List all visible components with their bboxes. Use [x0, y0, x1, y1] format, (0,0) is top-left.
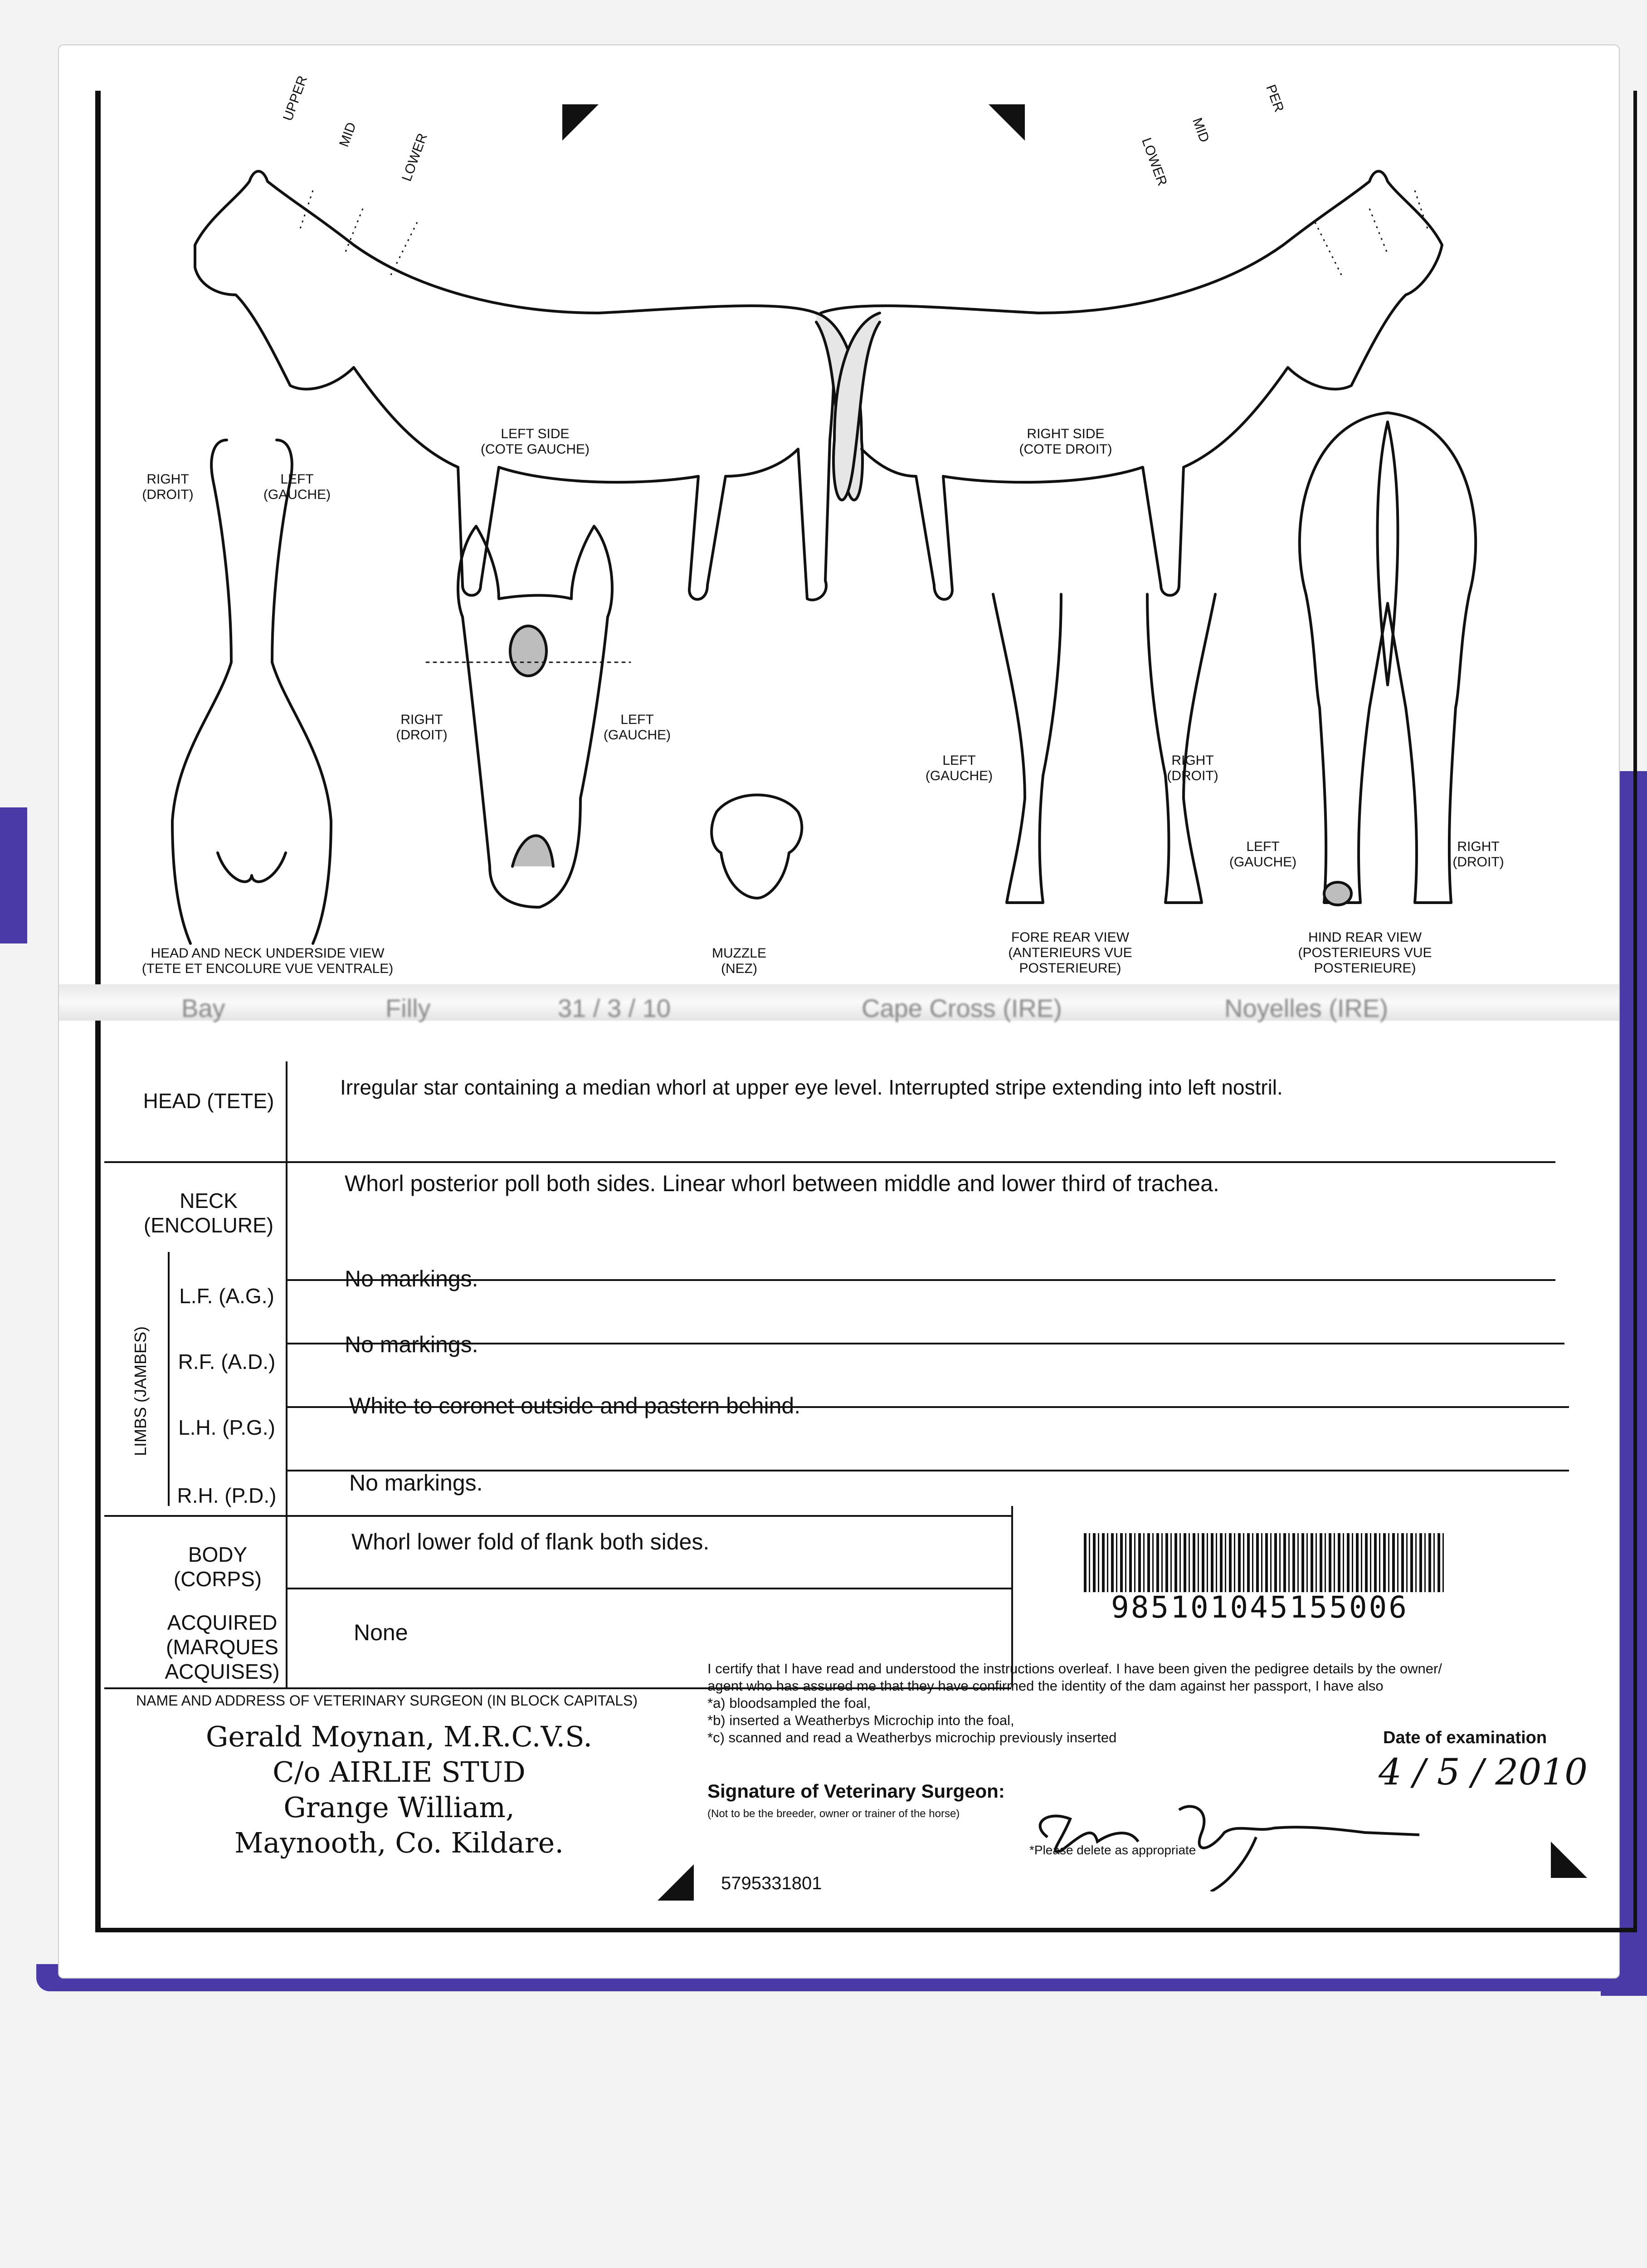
passport-cover-left [0, 807, 27, 943]
rh-label: R.H. (P.D.) [177, 1484, 277, 1507]
underside-view-caption: HEAD AND NECK UNDERSIDE VIEW (TETE ET ENCOLURE VUE VENTRALE) [141, 946, 394, 976]
vet-stamp: Gerald Moynan, M.R.C.V.S. C/o AIRLIE STUD Grange William, Maynooth, Co. Kildare. [205, 1720, 593, 1859]
horse-identification-diagrams [100, 95, 1596, 984]
left-side-label: LEFT SIDE (COTE GAUCHE) [481, 426, 590, 457]
neck-level-mid-left: MID [336, 120, 359, 149]
underside-right-label: RIGHT (DROIT) [142, 472, 194, 502]
signature-note: (Not to be the breeder, owner or trainer of the horse) [707, 1808, 960, 1820]
head-markings: Irregular star containing a median whorl at upper eye level. Interrupted stripe extending into left nostril. [340, 1075, 1283, 1099]
fore-rear-view-caption: FORE REAR VIEW (ANTERIEURS VUE POSTERIEURE) [1008, 930, 1132, 976]
corner-mark-bottom-left [658, 1864, 694, 1901]
fore-left-label: LEFT (GAUCHE) [925, 753, 993, 783]
head-right-label: RIGHT (DROIT) [396, 712, 448, 743]
table-divider [286, 1061, 287, 1687]
dam-value: Noyelles (IRE) [1224, 994, 1388, 1022]
neck-level-upper-right: PER [1263, 83, 1287, 114]
lf-label: L.F. (A.G.) [179, 1284, 274, 1308]
neck-level-lower-right: LOWER [1139, 136, 1170, 188]
lh-label: L.H. (P.G.) [178, 1416, 275, 1439]
body-label: BODY (CORPS) [173, 1543, 262, 1591]
microchip-barcode [1084, 1533, 1447, 1592]
rf-label: R.F. (A.D.) [178, 1350, 276, 1374]
fore-right-label: RIGHT (DROIT) [1167, 753, 1218, 783]
head-label: HEAD (TETE) [143, 1089, 274, 1113]
microchip-number: 985101045155006 [1111, 1590, 1409, 1625]
row-line [286, 1588, 1011, 1589]
neck-markings: Whorl posterior poll both sides. Linear whorl between middle and lower third of trachea. [345, 1171, 1219, 1196]
date-of-examination: 4 / 5 / 2010 [1379, 1751, 1588, 1793]
rh-markings: No markings. [349, 1470, 483, 1496]
neck-label: NECK (ENCOLURE) [143, 1189, 274, 1237]
body-markings: Whorl lower fold of flank both sides. [351, 1529, 710, 1554]
neck-level-mid-right: MID [1189, 116, 1212, 145]
neck-level-lower-left: LOWER [399, 131, 430, 184]
vet-signature [1020, 1783, 1428, 1892]
signature-label: Signature of Veterinary Surgeon: [707, 1780, 1005, 1802]
underside-left-label: LEFT (GAUCHE) [263, 472, 331, 502]
right-side-label: RIGHT SIDE (COTE DROIT) [1019, 426, 1112, 457]
corner-mark-bottom-right [1551, 1842, 1587, 1878]
rf-markings: No markings. [345, 1332, 478, 1357]
hind-rear-view-caption: HIND REAR VIEW (POSTERIEURS VUE POSTERIEURE) [1298, 930, 1432, 976]
row-line [104, 1161, 1555, 1163]
date-label: Date of examination [1383, 1728, 1547, 1747]
document-number: 5795331801 [721, 1873, 822, 1893]
lh-markings: White to coronet outside and pastern behind. [349, 1393, 801, 1418]
delete-note: *Please delete as appropriate [1029, 1843, 1196, 1857]
head-left-label: LEFT (GAUCHE) [603, 712, 671, 743]
limbs-label: LIMBS (JAMBES) [131, 1326, 150, 1457]
hind-right-label: RIGHT (DROIT) [1452, 839, 1504, 870]
certification-text: I certify that I have read and understood the instructions overleaf. I have been given the pedigree details by the owner/ agent who has assured me that they have confirmed the identity of the dam against her passport, I have also *a) bloodsampled the foal, *b) inserted a Weatherbys Microchip into the foal, *c) scanned and read a Weatherbys microchip previously inserted [707, 1661, 1442, 1745]
sire-value: Cape Cross (IRE) [862, 994, 1062, 1022]
neck-level-upper-left: UPPER [280, 73, 311, 123]
acquired-label: ACQUIRED (MARQUES ACQUISES) [165, 1611, 280, 1683]
acquired-markings: None [354, 1620, 408, 1645]
vet-heading: NAME AND ADDRESS OF VETERINARY SURGEON (IN BLOCK CAPITALS) [136, 1692, 638, 1709]
hind-left-label: LEFT (GAUCHE) [1229, 839, 1297, 870]
foaling-date-value: 31 / 3 / 10 [558, 994, 671, 1022]
lf-markings: No markings. [345, 1266, 478, 1291]
row-line [104, 1515, 1011, 1517]
limbs-divider [168, 1252, 170, 1506]
muzzle-caption: MUZZLE (NEZ) [712, 946, 766, 976]
sex-value: Filly [385, 994, 431, 1022]
colour-value: Bay [181, 994, 225, 1022]
